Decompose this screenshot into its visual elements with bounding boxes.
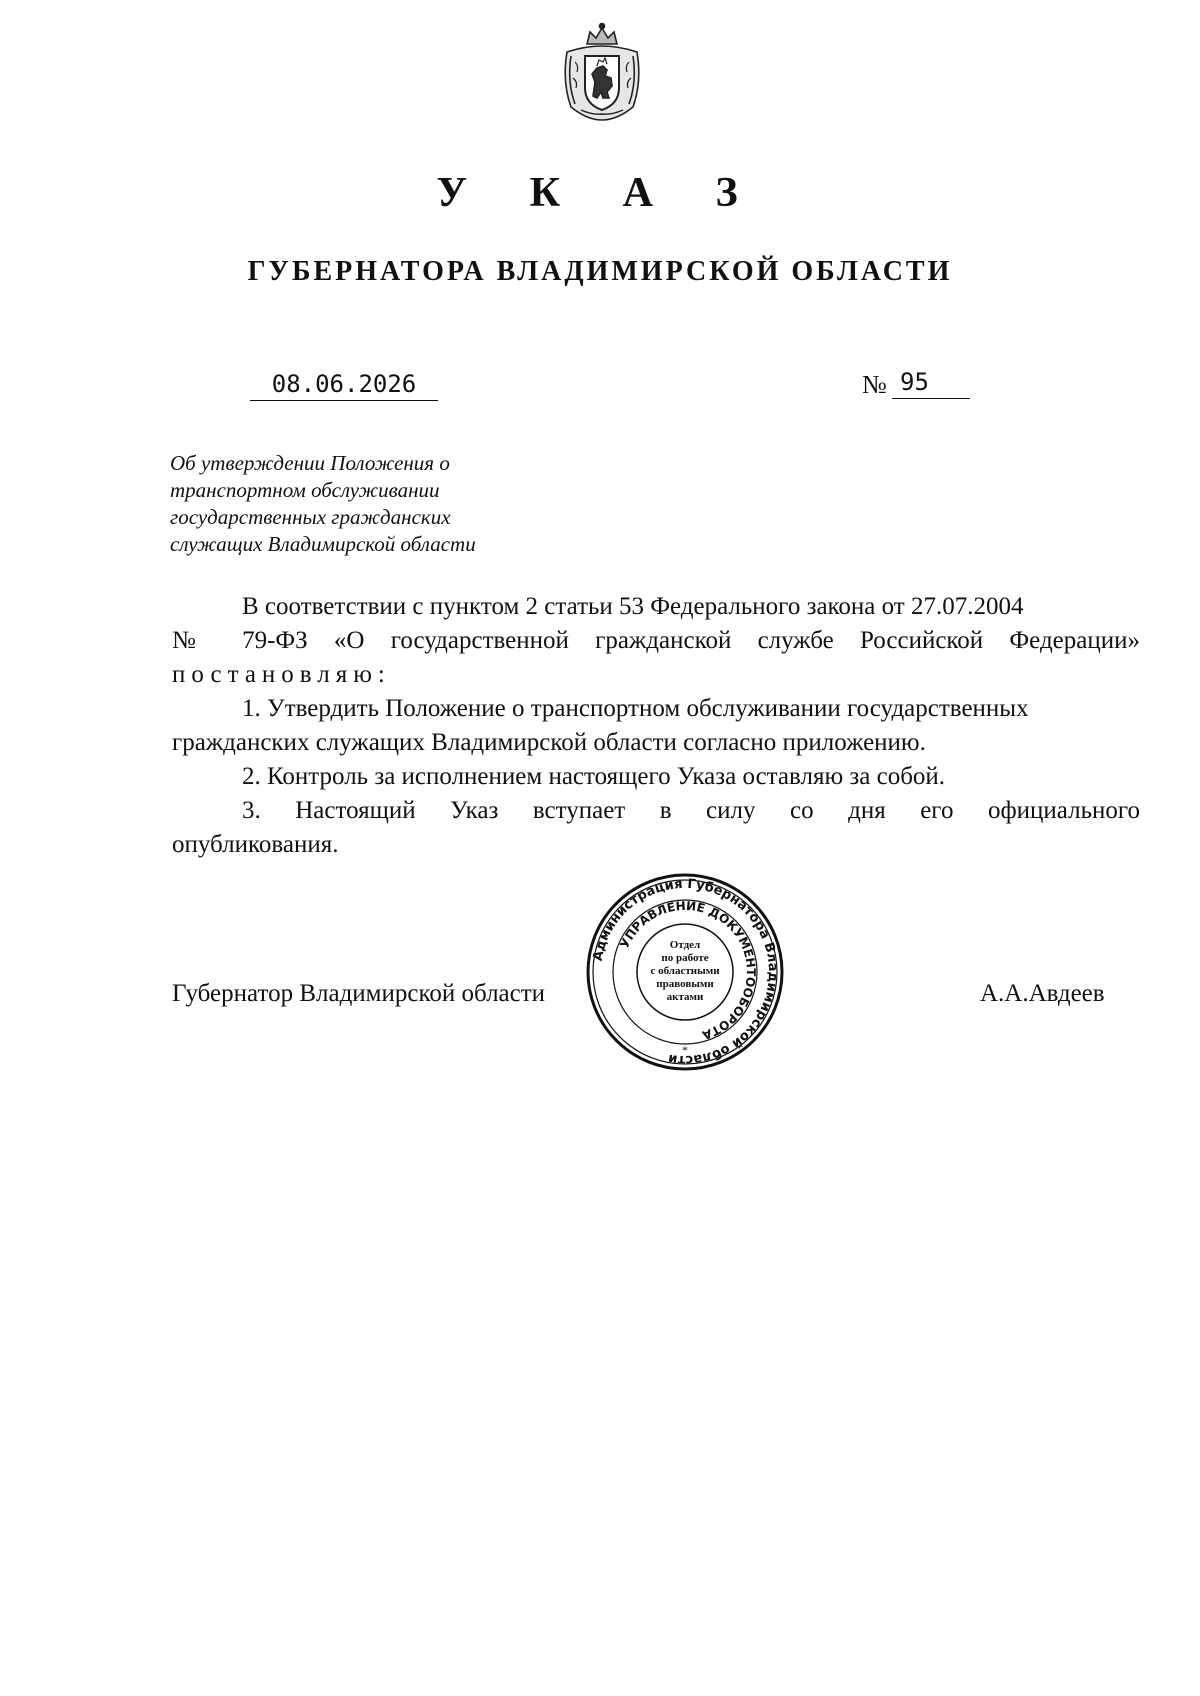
stamp-center-line: Отдел	[669, 939, 701, 951]
signer-title: Губернатор Владимирской области	[172, 980, 546, 1007]
signer-name: А.А.Авдеев	[980, 980, 1105, 1007]
item-3-line: опубликования.	[172, 831, 339, 858]
stamp-center-line: с областными	[650, 965, 720, 977]
stamp-outer-text: Администрация Губернатора Владимирской области	[590, 876, 781, 1068]
subject-line: служащих Владимирской области	[170, 532, 476, 556]
preamble-line: № 79-ФЗ «О государственной гражданской службе Российской Федерации»	[172, 627, 1140, 654]
stamp-center-line: по работе	[661, 952, 709, 964]
preamble-line: В соответствии с пунктом 2 статьи 53 Федерального закона от 27.07.2004	[242, 593, 1024, 620]
item-1-line: гражданских служащих Владимирской области согласно приложению.	[172, 729, 926, 756]
decree-word: постановляю:	[172, 661, 391, 688]
document-subject	[170, 450, 570, 558]
item-2: 2. Контроль за исполнением настоящего Указа оставляю за собой.	[242, 763, 946, 790]
document-number: 95	[892, 368, 970, 399]
stamp-star-icon: *	[682, 1043, 688, 1057]
item-1-line: 1. Утвердить Положение о транспортном обслуживании государственных	[242, 695, 1029, 722]
document-number-label: №	[862, 370, 887, 399]
stamp-center-line: актами	[666, 991, 704, 1003]
item-3-line: 3. Настоящий Указ вступает в силу со дня его официального	[242, 797, 1140, 824]
document-subtitle: ГУБЕРНАТОРА ВЛАДИМИРСКОЙ ОБЛАСТИ	[247, 256, 953, 287]
subject-line: Об утверждении Положения о	[170, 451, 450, 475]
subject-line: государственных гражданских	[170, 505, 451, 529]
stamp-center-line: правовыми	[656, 978, 714, 990]
document-title: У К А З	[436, 170, 764, 216]
stamp-inner-text: УПРАВЛЕНИЕ ДОКУМЕНТООБОРОТА	[617, 898, 759, 1043]
subject-line: транспортном обслуживании	[170, 478, 440, 502]
document-body	[172, 590, 1140, 862]
document-date: 08.06.2026	[250, 370, 438, 401]
official-stamp	[585, 872, 785, 1072]
coat-of-arms-icon	[557, 22, 647, 122]
